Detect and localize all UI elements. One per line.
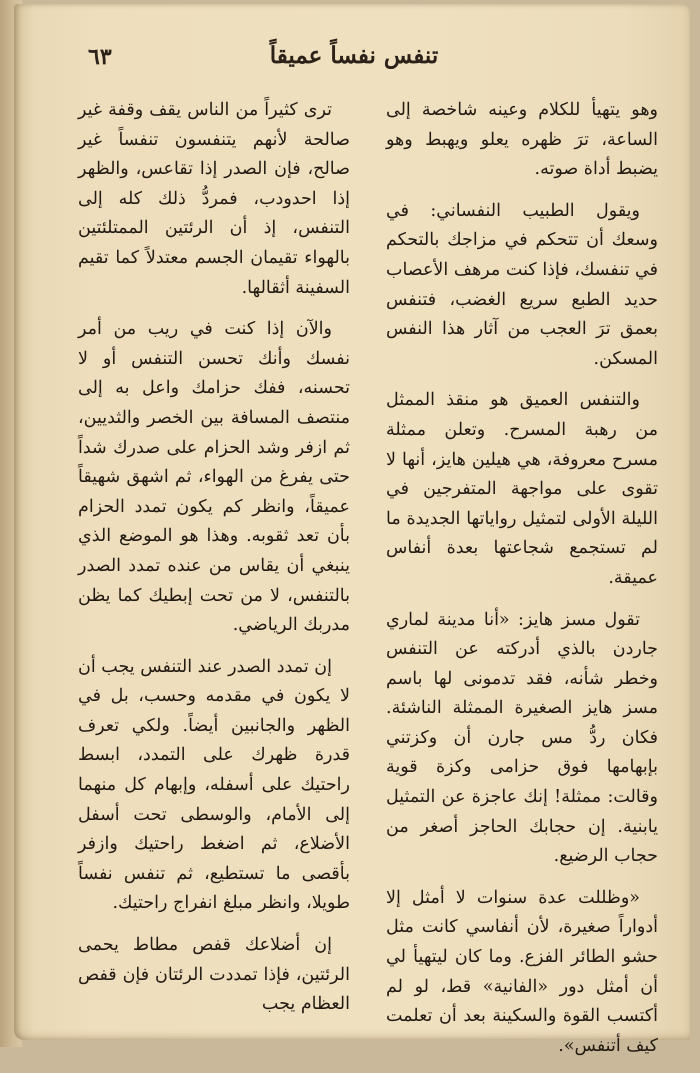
paragraph: والتنفس العميق هو منقذ الممثل من رهبة المسرح. وتعلن ممثلة مسرح معروفة، هي هيلين هايز، أنها لا تقوى على مواجهة المتفرجين في الليلة الأولى لتمثيل رواياتها الجديدة ما لم تستجمع شجاعتها بعدة أنفاس عميقة. bbox=[386, 390, 658, 588]
paragraph: وهو يتهيأ للكلام وعينه شاخصة إلى الساعة، ترَ ظهره يعلو ويهبط وهو يضبط أداة صوته. bbox=[386, 100, 658, 180]
paragraph: إن أضلاعك قفص مطاط يحمى الرئتين، فإذا تمددت الرئتان فإن قفص العظام يجب bbox=[78, 935, 350, 1015]
page-header bbox=[74, 42, 634, 82]
paragraph: ويقول الطبيب النفساني: في وسعك أن تتحكم في مزاجك بالتحكم في تنفسك، فإذا كنت مرهف الأعصاب حديد الطبع سريع الغضب، فتنفس بعمق ترَ العجب من آثار هذا النفس المسكن. bbox=[386, 200, 658, 369]
paragraph: تقول مسز هايز: «أنا مدينة لماري جاردن بالذي أدركته عن التنفس وخطر شأنه، فقد تدمونى لها باسم مسز هايز الصغيرة الممثلة الناشئة. فكان ردُّ مس جارن أن وكزتني بإبهامها فوق حزامى وكزة قوية وقالت: ممثلة! إنك عاجزة عن التمثيل يابنية. إن حجابك الحاجز أصغر من حجاب الرضيع. bbox=[386, 609, 658, 867]
paragraph: «وظللت عدة سنوات لا أمثل إلا أدواراً صغيرة، لأن أنفاسي كانت مثل حشو الطائر الفزع. وما كان ليتهيأ لي أن أمثل دور «الفانية» قط، لو لم أكتسب القوة والسكينة بعد أن تعلمت كيف أتنفس». bbox=[386, 887, 658, 1056]
page-number: ٦٣ bbox=[88, 44, 112, 70]
paragraph: إن تمدد الصدر عند التنفس يجب أن لا يكون في مقدمه وحسب، بل في الظهر والجانبين أيضاً. ولكي تعرف قدرة ظهرك على التمدد، ابسط راحتيك على أسفله، وإبهام كل منهما إلى الأمام، والوسطى تحت أسفل الأضلاع، ثم اضغط راحتيك وازفر بأقصى ما تستطيع، ثم تنفس نفساً طويلا، وانظر مبلغ انفراج راحتيك. bbox=[78, 656, 350, 914]
paragraph: ترى كثيراً من الناس يقف وقفة غير صالحة لأنهم يتنفسون تنفساً غير صالح، فإن الصدر إذا تقاعس، والظهر إذا احدودب، فمردُّ ذلك كله إلى التنفس، إذ أن الرئتين الممتلئتين بالهواء تقيمان الجسم معتدلاً كما تقيم السفينة أثقالها. bbox=[78, 100, 350, 298]
left-column bbox=[78, 96, 350, 1032]
book-page bbox=[14, 4, 690, 1056]
running-title: تنفس نفساً عميقاً bbox=[269, 42, 439, 69]
paragraph: والآن إذا كنت في ريب من أمر نفسك وأنك تحسن التنفس أو لا تحسنه، ففك حزامك واعل به إلى منتصف المسافة بين الخصر والثديين، ثم ازفر وشد الحزام على صدرك شداً حتى يفرغ من الهواء، ثم اشهق شهيقاً عميقاً، وانظر كم يكون تمدد الحزام بأن تعد ثقوبه. وهذا هو الموضع الذي ينبغي أن يقاس من عنده تمدد الصدر بالتنفس، لا من تحت إبطيك كما يظن مدربك الرياضي. bbox=[78, 319, 350, 636]
text-columns bbox=[78, 96, 658, 1056]
right-column bbox=[386, 96, 658, 1073]
